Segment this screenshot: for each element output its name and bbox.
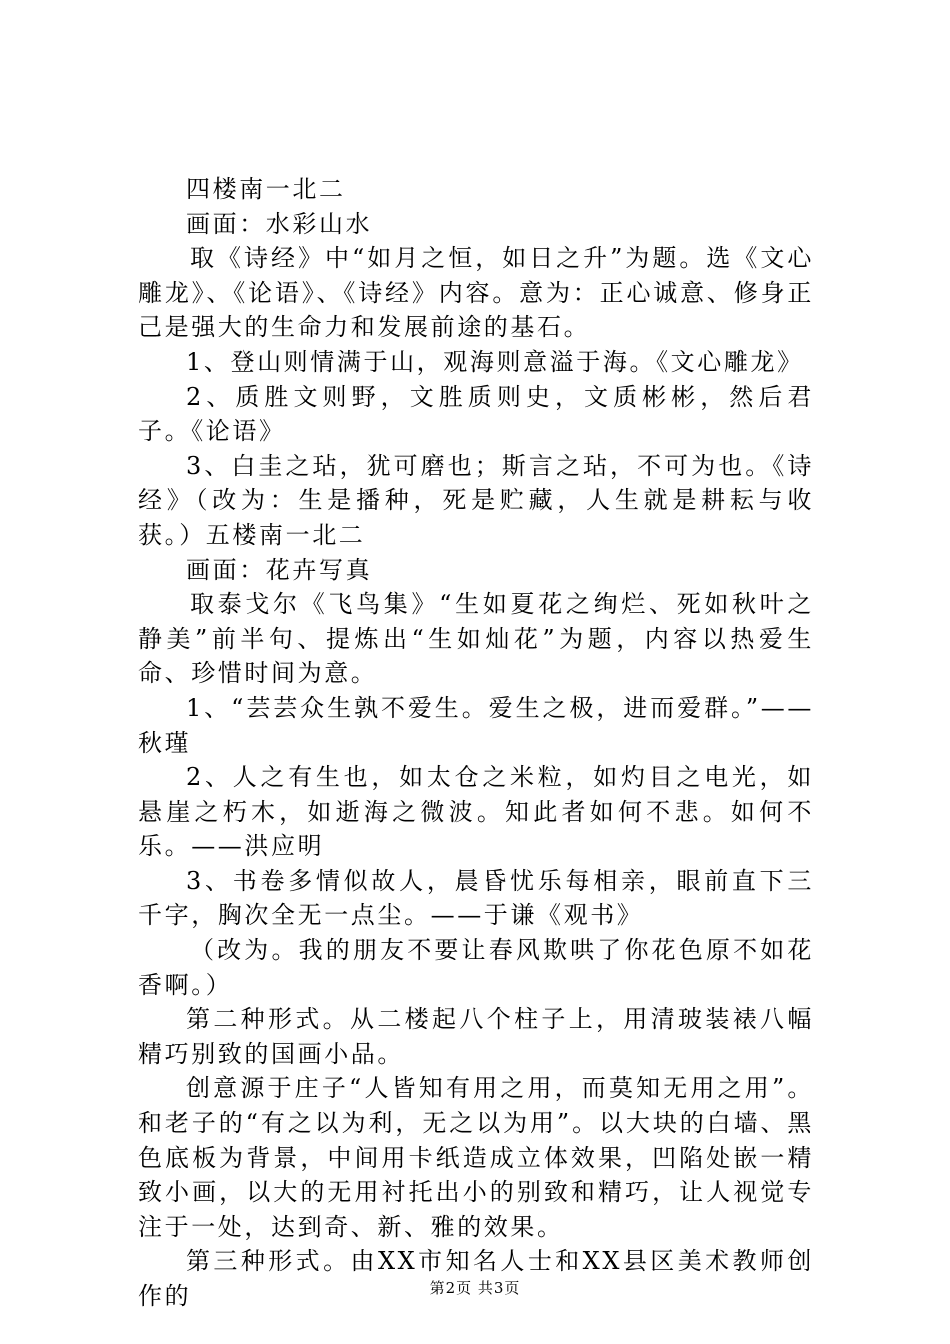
paragraph-quote-hongyingming: 2、人之有生也，如太仓之米粒，如灼目之电光，如悬崖之朽木，如逝海之微波。知此者如何不悲。如何不乐。——洪应明 bbox=[138, 763, 814, 861]
paragraph-quote-yuqian: 3、书卷多情似故人，晨昏忧乐每相亲，眼前直下三千字，胸次全无一点尘。——于谦《观书》 bbox=[138, 866, 814, 930]
paragraph-second-form: 第二种形式。从二楼起八个柱子上，用清玻装裱八幅精巧别致的国画小品。 bbox=[138, 1005, 814, 1068]
paragraph-picture-flowers: 画面：花卉写真 bbox=[186, 555, 373, 584]
page-footer: 第2页 共3页 bbox=[429, 1279, 521, 1297]
paragraph-third-form: 第三种形式。由XX市知名人士和XX县区美术教师创作的 bbox=[138, 1247, 814, 1310]
document-body bbox=[138, 172, 814, 1314]
paragraph-zhuangzi-idea: 创意源于庄子“人皆知有用之用，而莫知无用之用”。和老子的“有之以为利，无之以为用”。以大块的白墙、黑色底板为背景，中间用卡纸造成立体效果，凹陷处嵌一精致小画，以大的无用衬托出小的别致和精巧，让人视觉专注于一处，达到奇、新、雅的效果。 bbox=[138, 1074, 814, 1241]
paragraph-shijing-theme: 取《诗经》中“如月之恒，如日之升”为题。选《文心雕龙》、《论语》、《诗经》内容。意为：正心诚意、修身正己是强大的生命力和发展前途的基石。 bbox=[138, 244, 814, 342]
paragraph-revision-note: （改为。我的朋友不要让春风欺哄了你花色原不如花香啊。） bbox=[138, 936, 814, 999]
paragraph-quote-1: 1、登山则情满于山，观海则意溢于海。《文心雕龙》 bbox=[186, 347, 804, 376]
paragraph-picture-watercolor: 画面：水彩山水 bbox=[186, 209, 373, 238]
paragraph-quote-2: 2、质胜文则野，文胜质则史，文质彬彬，然后君子。《论语》 bbox=[138, 382, 814, 446]
paragraph-quote-qiujin: 1、“芸芸众生孰不爱生。爱生之极，进而爱群。”——秋瑾 bbox=[138, 693, 814, 757]
paragraph-quote-3: 3、白圭之玷，犹可磨也；斯言之玷，不可为也。《诗经》（改为：生是播种，死是贮藏，人生就是耕耘与收获。）五楼南一北二 bbox=[138, 451, 814, 549]
paragraph-tagore-theme: 取泰戈尔《飞鸟集》“生如夏花之绚烂、死如秋叶之静美”前半句、提炼出“生如灿花”为题，内容以热爱生命、珍惜时间为意。 bbox=[138, 590, 814, 688]
paragraph-heading-fourth-floor: 四楼南一北二 bbox=[186, 175, 346, 203]
